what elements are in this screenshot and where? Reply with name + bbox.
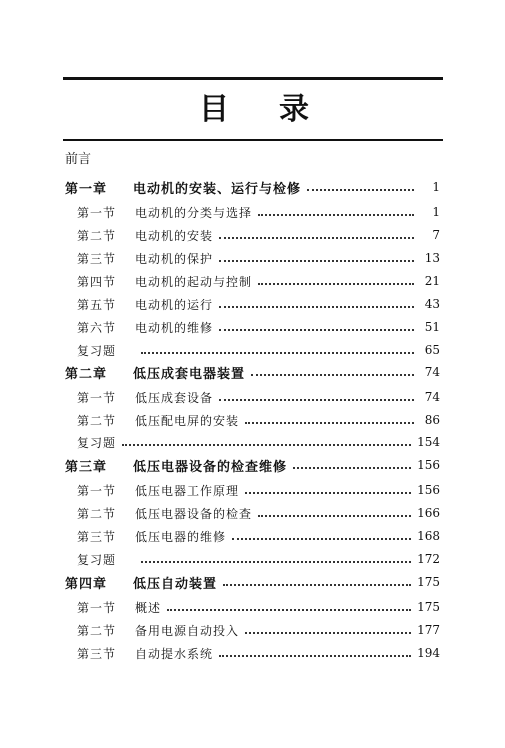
- entry-title: 低压电器的维修: [135, 529, 227, 544]
- toc-section[interactable]: [65, 480, 440, 500]
- toc-section[interactable]: [65, 294, 440, 314]
- preface-entry[interactable]: 前言: [65, 152, 92, 167]
- dot-leader: [219, 306, 414, 308]
- entry-title: 电动机的维修: [135, 320, 214, 335]
- page-number: 74: [424, 365, 440, 379]
- page-number: 7: [432, 228, 440, 242]
- dot-leader: [258, 283, 414, 285]
- title-char-1: 目: [199, 92, 229, 127]
- dot-leader: [219, 237, 414, 239]
- entry-title: 电动机的起动与控制: [135, 274, 253, 289]
- entry-number: 第三节: [77, 529, 117, 544]
- dot-leader: [245, 492, 411, 494]
- page-number: 86: [424, 413, 440, 427]
- page-number: 175: [417, 600, 440, 614]
- entry-number: 第一章: [65, 181, 108, 197]
- entry-title: 低压电器设备的检查维修: [133, 459, 288, 475]
- top-rule: [63, 77, 443, 80]
- toc-chapter[interactable]: [65, 177, 440, 197]
- entry-title: 电动机的分类与选择: [135, 205, 253, 220]
- entry-number: 第三节: [77, 646, 117, 661]
- toc-section[interactable]: [65, 225, 440, 245]
- entry-number: 第一节: [77, 483, 117, 498]
- page-number: 166: [417, 506, 440, 520]
- entry-number: 第三节: [77, 251, 117, 266]
- dot-leader: [141, 352, 414, 354]
- toc-section[interactable]: [65, 317, 440, 337]
- entry-number: 第一节: [77, 205, 117, 220]
- entry-number: 第四章: [65, 576, 108, 592]
- toc-section[interactable]: [65, 202, 440, 222]
- toc-exercise[interactable]: [65, 432, 440, 452]
- toc-section[interactable]: [65, 526, 440, 546]
- toc-section[interactable]: [65, 503, 440, 523]
- toc-exercise[interactable]: [65, 549, 440, 569]
- entry-title: 电动机的运行: [135, 297, 214, 312]
- entry-number: 第六节: [77, 320, 117, 335]
- dot-leader: [141, 561, 411, 563]
- dot-leader: [258, 214, 414, 216]
- page-number: 194: [417, 646, 440, 660]
- dot-leader: [219, 329, 414, 331]
- entry-number: 第二章: [65, 366, 108, 382]
- entry-number: 第二节: [77, 228, 117, 243]
- dot-leader: [245, 422, 414, 424]
- page-number: 43: [424, 297, 440, 311]
- entry-title: 电动机的安装、运行与检修: [133, 181, 302, 197]
- page-number: 74: [424, 390, 440, 404]
- toc-section[interactable]: [65, 387, 440, 407]
- page-number: 65: [424, 343, 440, 357]
- page-number: 156: [417, 483, 440, 497]
- page-number: 13: [424, 251, 440, 265]
- dot-leader: [219, 260, 414, 262]
- dot-leader: [122, 444, 411, 446]
- toc-section[interactable]: [65, 248, 440, 268]
- entry-number: 复习题: [77, 552, 117, 567]
- entry-title: 自动提水系统: [135, 646, 214, 661]
- dot-leader: [223, 584, 411, 586]
- dot-leader: [245, 632, 411, 634]
- entry-number: 复习题: [77, 343, 117, 358]
- dot-leader: [251, 374, 414, 376]
- page-number: 1: [432, 180, 440, 194]
- bottom-rule: [63, 139, 443, 141]
- entry-title: 备用电源自动投入: [135, 623, 240, 638]
- entry-title: 低压成套设备: [135, 390, 214, 405]
- dot-leader: [219, 655, 411, 657]
- toc-section[interactable]: [65, 597, 440, 617]
- page-title: [63, 90, 443, 130]
- dot-leader: [307, 189, 414, 191]
- entry-title: 电动机的保护: [135, 251, 214, 266]
- dot-leader: [293, 467, 411, 469]
- entry-number: 第二节: [77, 623, 117, 638]
- entry-number: 第一节: [77, 390, 117, 405]
- dot-leader: [258, 515, 411, 517]
- entry-title: 低压电器设备的检查: [135, 506, 253, 521]
- toc-section[interactable]: [65, 271, 440, 291]
- page-number: 156: [417, 458, 440, 472]
- entry-title: 概述: [135, 600, 162, 615]
- dot-leader: [232, 538, 411, 540]
- entry-number: 第二节: [77, 506, 117, 521]
- entry-number: 复习题: [77, 435, 117, 450]
- entry-title: 低压电器工作原理: [135, 483, 240, 498]
- entry-number: 第一节: [77, 600, 117, 615]
- page-number: 175: [417, 575, 440, 589]
- toc-section[interactable]: [65, 643, 440, 663]
- entry-number: 第三章: [65, 459, 108, 475]
- entry-title: 低压成套电器装置: [133, 366, 246, 382]
- toc-exercise[interactable]: [65, 340, 440, 360]
- entry-number: 第五节: [77, 297, 117, 312]
- page-number: 172: [417, 552, 440, 566]
- toc-chapter[interactable]: [65, 455, 440, 475]
- entry-number: 第二节: [77, 413, 117, 428]
- entry-title: 低压配电屏的安装: [135, 413, 240, 428]
- page-number: 177: [417, 623, 440, 637]
- dot-leader: [167, 609, 411, 611]
- page-number: 51: [424, 320, 440, 334]
- toc-section[interactable]: [65, 620, 440, 640]
- entry-number: 第四节: [77, 274, 117, 289]
- page-number: 1: [432, 205, 440, 219]
- page-number: 154: [417, 435, 440, 449]
- toc-chapter[interactable]: [65, 362, 440, 382]
- page-number: 21: [424, 274, 440, 288]
- toc-chapter[interactable]: [65, 572, 440, 592]
- page-number: 168: [417, 529, 440, 543]
- entry-title: 电动机的安装: [135, 228, 214, 243]
- title-char-2: 录: [279, 92, 309, 127]
- toc-section[interactable]: [65, 410, 440, 430]
- entry-title: 低压自动装置: [133, 576, 218, 592]
- dot-leader: [219, 399, 414, 401]
